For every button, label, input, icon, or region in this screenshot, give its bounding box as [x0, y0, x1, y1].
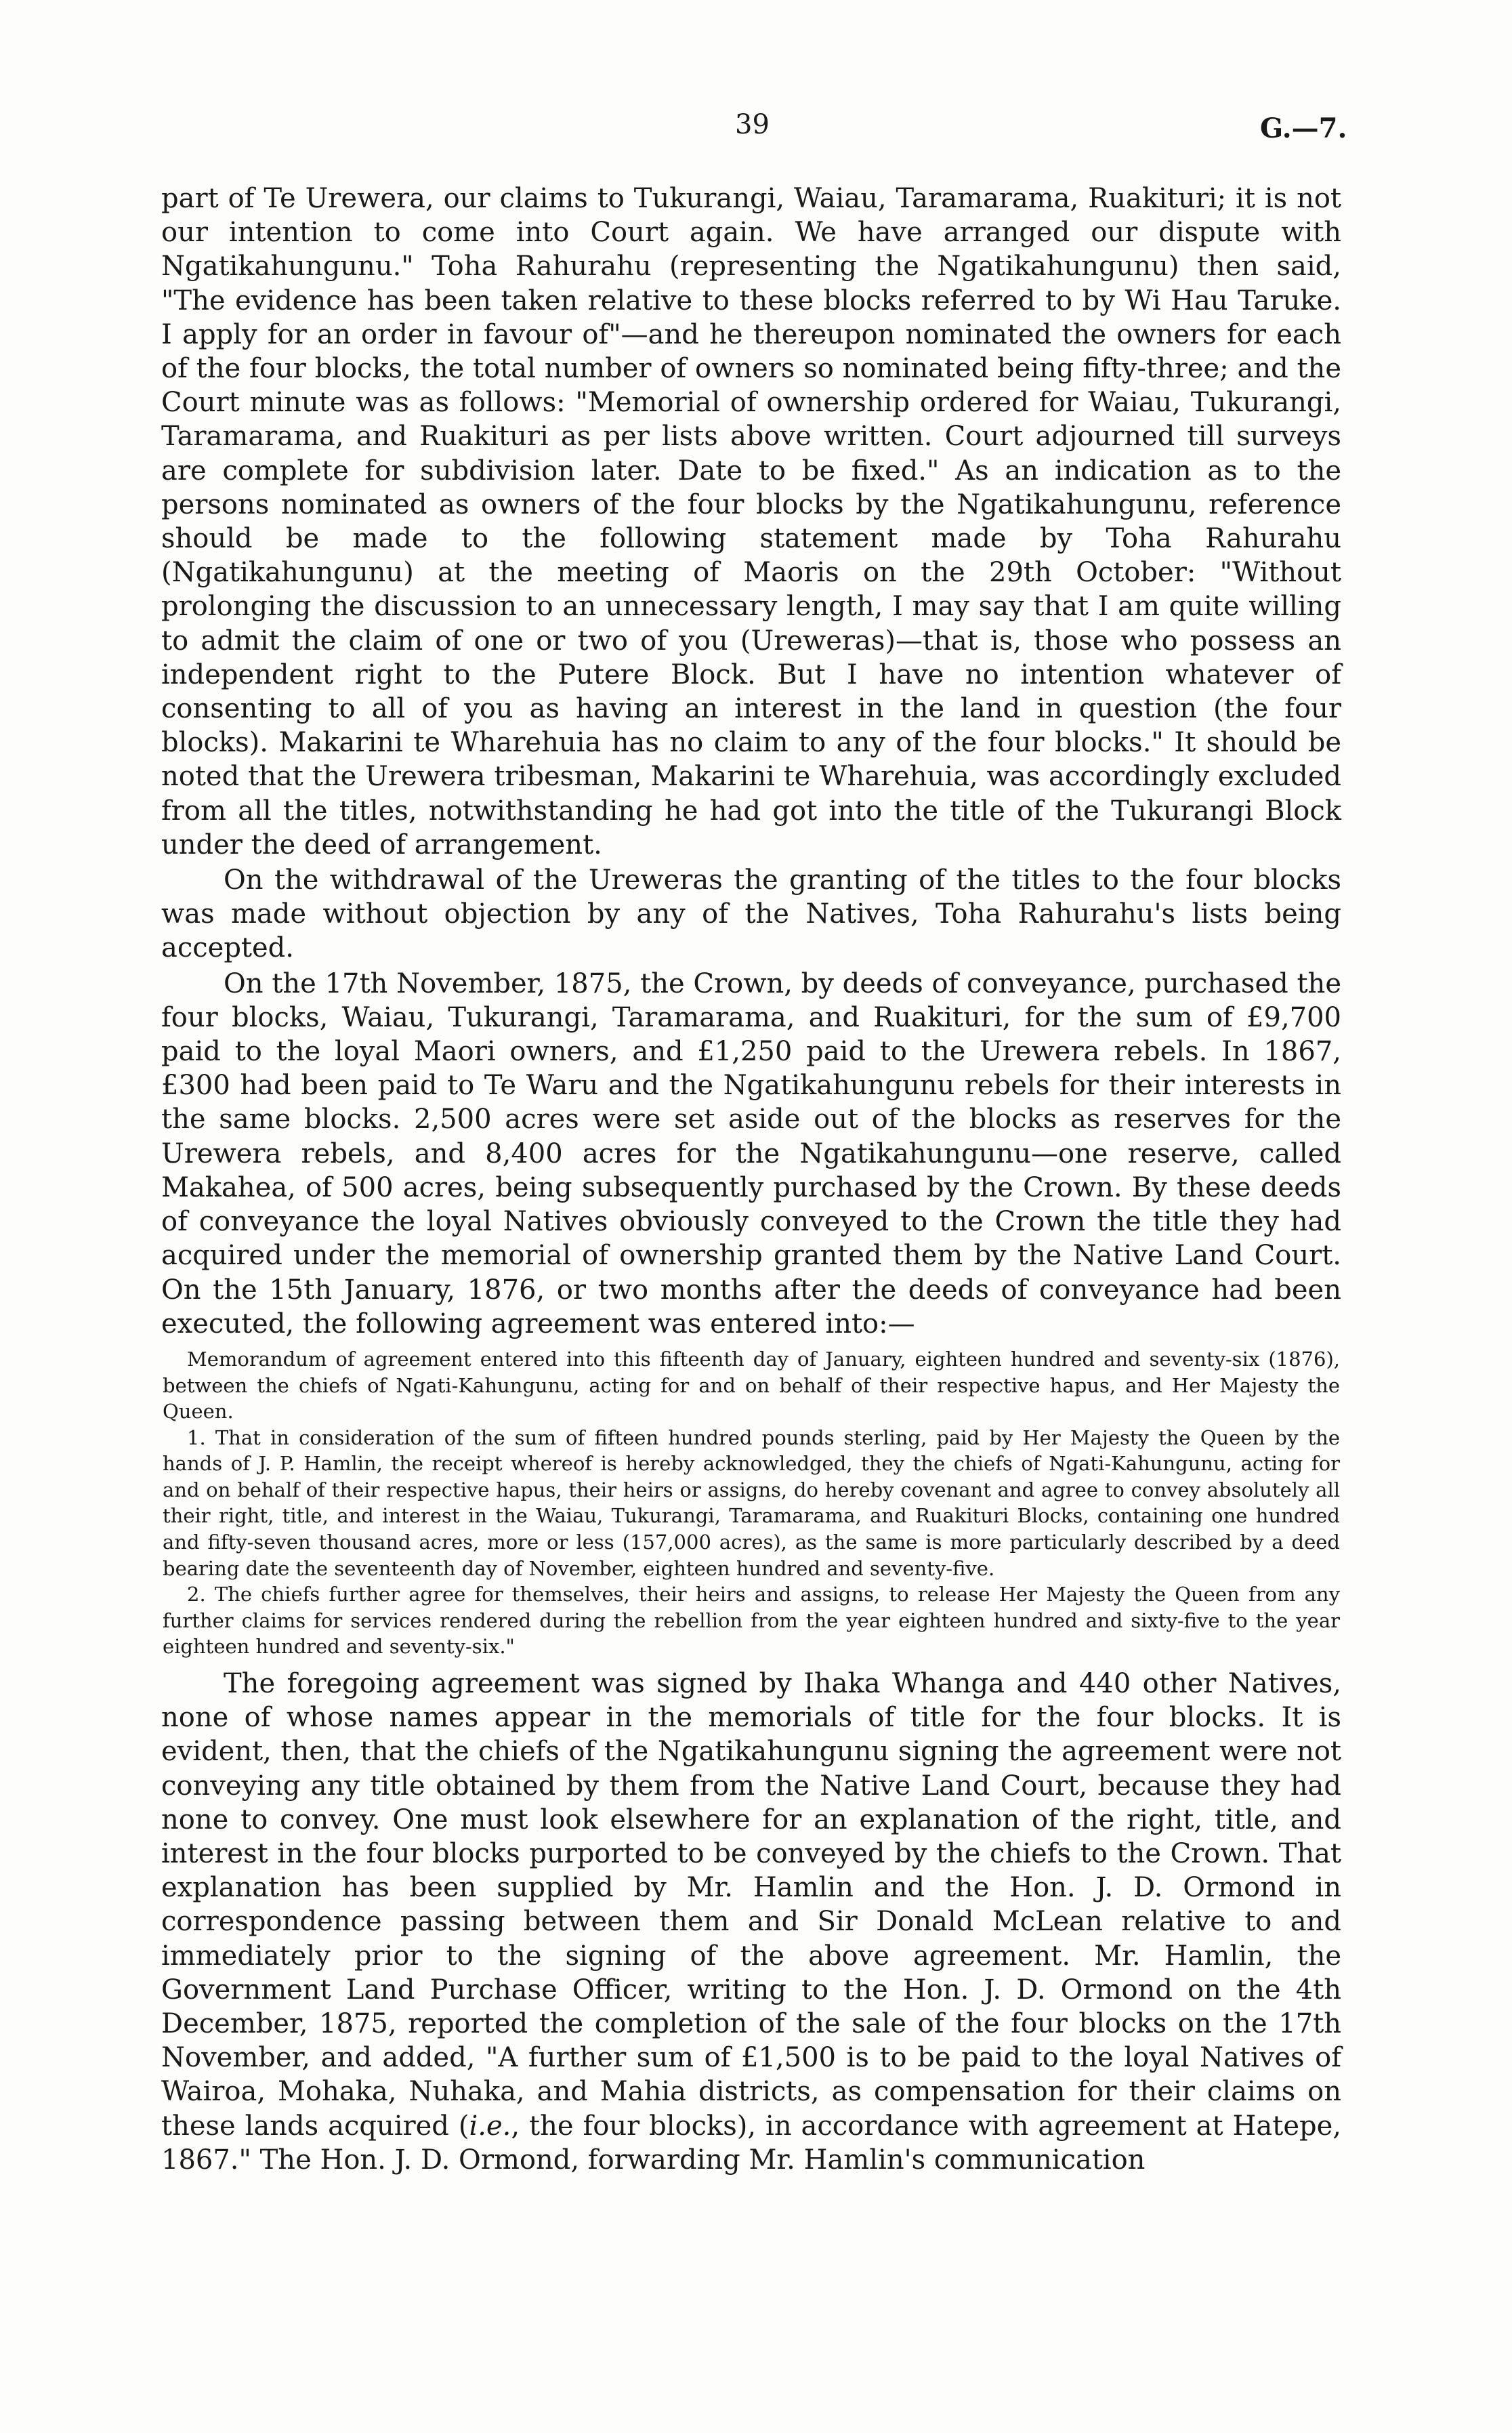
- quote-clause-1: 1. That in consideration of the sum of fifteen hundred pounds sterling, paid by Her Majesty the Queen by the hands of J. P. Hamlin, the receipt whereof is hereby acknowledged, they the chiefs of Ngati-Kahungunu, acting for and on behalf of their respective hapus, their heirs or assigns, do hereby covenant and agree to convey absolutely all their right, title, and interest in the Waiau, Tukurangi, Taramarama, and Ruakituri Blocks, containing one hundred and fifty-seven thousand acres, more or less (157,000 acres), as the same is more particularly described by a deed bearing date the seventeenth day of November, eighteen hundred and seventy-five.: [163, 1426, 1340, 1580]
- paragraph-4-part-a: The foregoing agreement was signed by Ihaka Whanga and 440 other Natives, none of whose names appear in the memorials of title for the four blocks. It is evident, then, that the chiefs of the Ngatikahungunu signing the agreement were not conveying any title obtained by them from the Native Land Court, because they had none to convey. One must look elsewhere for an explanation of the right, title, and interest in the four blocks purported to be conveyed by the chiefs to the Crown. That explanation has been supplied by Mr. Hamlin and the Hon. J. D. Ormond in correspondence passing between them and Sir Donald McLean relative to and immediately prior to the signing of the above agreement. Mr. Hamlin, the Government Land Purchase Officer, writing to the Hon. J. D. Ormond on the 4th December, 1875, reported the completion of the sale of the four blocks on the 17th November, and added, "A further sum of £1,500 is to be paid to the loyal Natives of Wairoa, Mohaka, Nuhaka, and Mahia districts, as compensation for their claims on these lands acquired (: [161, 1668, 1341, 2142]
- page-number: 39: [735, 109, 770, 140]
- paragraph-3: On the 17th November, 1875, the Crown, by deeds of conveyance, purchased the four blocks, Waiau, Tukurangi, Taramarama, and Ruakituri, for the sum of £9,700 paid to the loyal Maori owners, and £1,250 paid to the Urewera rebels. In 1867, £300 had been paid to Te Waru and the Ngatikahungunu rebels for their interests in the same blocks. 2,500 acres were set aside out of the blocks as reserves for the Urewera rebels, and 8,400 acres for the Ngatikahungunu—one reserve, called Makahea, of 500 acres, being subsequently purchased by the Crown. By these deeds of conveyance the loyal Natives obviously conveyed to the Crown the title they had acquired under the memorial of ownership granted them by the Native Land Court. On the 15th January, 1876, or two months after the deeds of conveyance had been executed, the following agreement was entered into:—: [161, 968, 1341, 1339]
- paragraph-1: part of Te Urewera, our claims to Tukurangi, Waiau, Taramarama, Ruakituri; it is not our intention to come into Court again. We have arranged our dispute with Ngatikahungunu." Toha Rahurahu (representing the Ngatikahungunu) then said, "The evidence has been taken relative to these blocks referred to by Wi Hau Taruke. I apply for an order in favour of"—and he thereupon nominated the owners for each of the four blocks, the total number of owners so nominated being fifty-three; and the Court minute was as follows: "Memorial of ownership ordered for Waiau, Tukurangi, Taramarama, and Ruakituri as per lists above written. Court adjourned till surveys are complete for subdivision later. Date to be fixed." As an indication as to the persons nominated as owners of the four blocks by the Ngatikahungunu, reference should be made to the following statement made by Toha Rahurahu (Ngatikahungunu) at the meeting of Maoris on the 29th October: "Without prolonging the discussion to an unnecessary length, I may say that I am quite willing to admit the claim of one or two of you (Ureweras)—that is, those who possess an independent right to the Putere Block. But I have no intention whatever of consenting to all of you as having an interest in the land in question (the four blocks). Makarini te Wharehuia has no claim to any of the four blocks." It should be noted that the Urewera tribesman, Makarini te Wharehuia, was accordingly excluded from all the titles, notwithstanding he had got into the title of the Tukurangi Block under the deed of arrangement.: [161, 183, 1341, 860]
- quote-clause-2: 2. The chiefs further agree for themselves, their heirs and assigns, to release Her Majesty the Queen from any further claims for services rendered during the rebellion from the year eighteen hundred and sixty-five to the year eighteen hundred and seventy-six.": [163, 1583, 1340, 1659]
- series-label: G.—7.: [1260, 112, 1347, 144]
- paragraph-4-italic: i.e.: [469, 2110, 511, 2142]
- paragraph-4: [161, 1667, 1341, 2177]
- body-text: [161, 182, 1341, 2177]
- quote-memorandum: Memorandum of agreement entered into this fifteenth day of January, eighteen hundred and seventy-six (1876), between the chiefs of Ngati-Kahungunu, acting for and on behalf of their respective hapus, and Her Majesty the Queen.: [163, 1347, 1340, 1423]
- agreement-quote: [161, 1346, 1341, 1660]
- paragraph-2: On the withdrawal of the Ureweras the granting of the titles to the four blocks was made without objection by any of the Natives, Toha Rahurahu's lists being accepted.: [161, 865, 1341, 964]
- paragraph-4-part-b: , the four blocks), in accordance with agreement at Hatepe, 1867." The Hon. J. D. Ormond, forwarding Mr. Hamlin's communication: [161, 2110, 1341, 2176]
